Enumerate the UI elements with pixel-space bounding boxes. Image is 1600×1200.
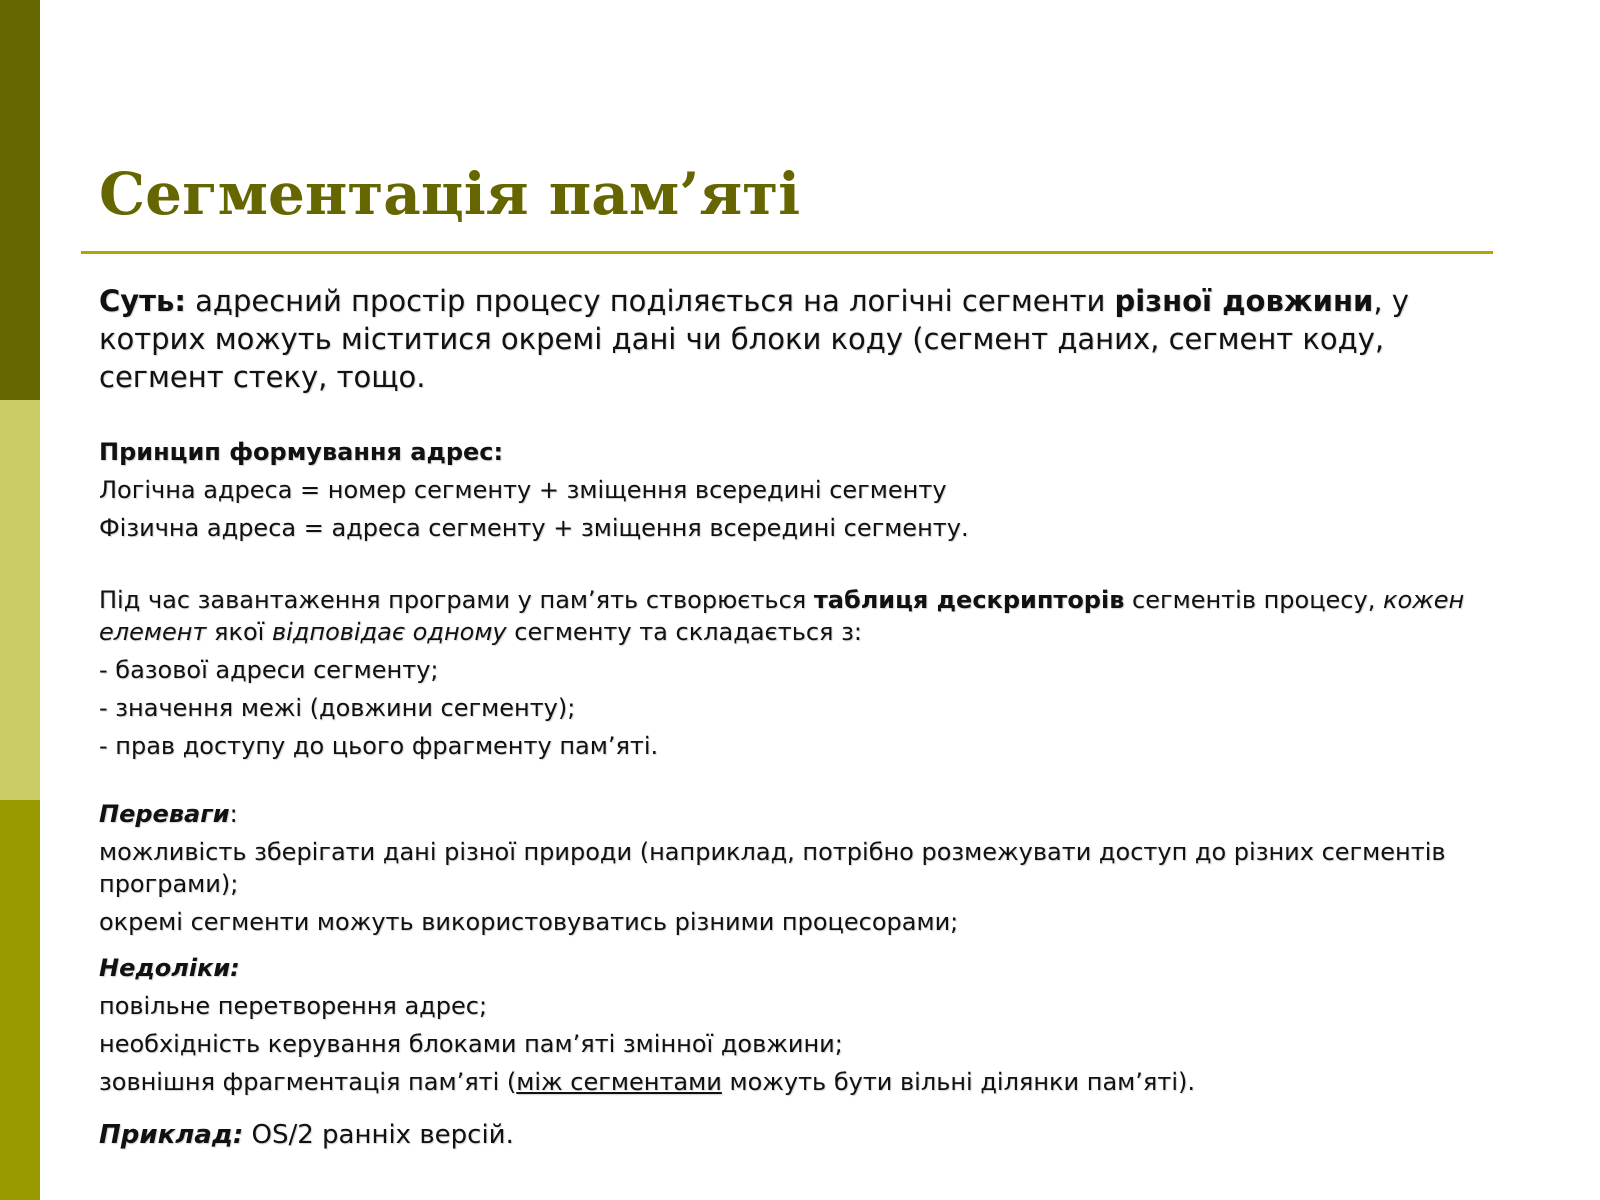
disadvantage-item-fragmentation (99, 1066, 1499, 1098)
table-text-3: якої (206, 618, 272, 646)
descriptor-table-paragraph (99, 584, 1499, 648)
table-text-2: сегментів процесу, (1124, 586, 1383, 614)
descriptor-item-limit: - значення межі (довжини сегменту); (99, 694, 576, 722)
descriptor-item-base-address: - базової адреси сегменту; (99, 656, 439, 684)
side-bar-bottom (0, 800, 40, 1200)
table-italic-text-2: відповідає одному (271, 618, 507, 646)
table-text-1: Під час завантаження програми у пам’ять створюється (99, 586, 814, 614)
logical-address-formula: Логічна адреса = номер сегменту + зміщення всередині сегменту (99, 476, 947, 504)
advantages-label: Переваги (99, 800, 230, 828)
side-bar-top (0, 0, 40, 400)
slide-title: Сегментація пам’яті (99, 160, 801, 228)
descriptor-item-access-rights: - прав доступу до цього фрагменту пам’яті. (99, 732, 659, 760)
disadvantage-item: необхідність керування блоками пам’яті змінної довжини; (99, 1030, 843, 1058)
table-text-4: сегменту та складається з: (506, 618, 862, 646)
essence-paragraph (99, 282, 1499, 396)
fragmentation-text-2: можуть бути вільні ділянки пам’яті). (721, 1068, 1195, 1096)
principle-heading: Принцип формування адрес: (99, 438, 504, 466)
physical-address-formula: Фізична адреса = адреса сегменту + зміщення всередині сегменту. (99, 514, 969, 542)
disadvantage-item: повільне перетворення адрес; (99, 992, 488, 1020)
side-bar-middle (0, 400, 40, 800)
advantage-item: можливість зберігати дані різної природи (наприклад, потрібно розмежувати доступ до різних сегментів програми); (99, 838, 1446, 898)
example-paragraph (99, 1118, 1499, 1152)
advantage-item: окремі сегменти можуть використовуватись різними процесорами; (99, 908, 959, 936)
slide-content (99, 282, 1499, 1152)
advantages-colon: : (229, 800, 238, 828)
essence-text-2: , у котрих можуть міститися окремі дані чи блоки коду (сегмент даних, сегмент коду, сегмент стеку, тощо. (99, 284, 1409, 394)
essence-bold-text: різної довжини (1114, 284, 1374, 318)
table-italic-text-1: кожен елемент (99, 586, 1465, 646)
fragmentation-text-1: зовнішня фрагментація пам’яті ( (99, 1068, 517, 1096)
disadvantages-heading: Недоліки: (99, 954, 240, 982)
essence-text-1: адресний простір процесу поділяється на логічні сегменти (185, 284, 1115, 318)
table-bold-text: таблиця дескрипторів (813, 586, 1125, 614)
essence-label: Суть: (99, 284, 186, 318)
advantages-heading (99, 798, 1499, 830)
title-rule (81, 251, 1493, 254)
example-text: OS/2 ранніх версій. (243, 1120, 514, 1150)
fragmentation-underlined-text: між сегментами (516, 1068, 722, 1096)
example-label: Приклад: (99, 1120, 244, 1150)
